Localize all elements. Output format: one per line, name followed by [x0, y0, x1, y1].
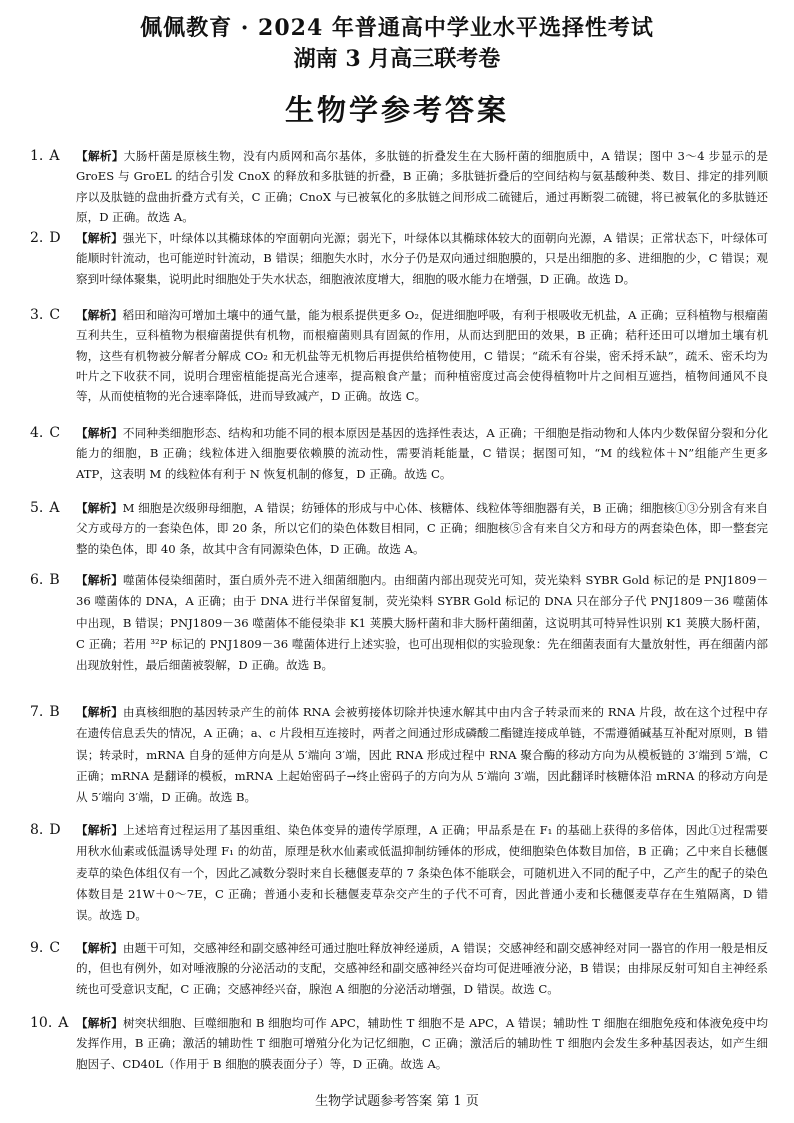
answer-letter: D: [49, 230, 61, 246]
page-footer: 生物学试题参考答案 第 1 页: [315, 1094, 479, 1109]
analysis-text: 不同种类细胞形态、结构和功能不同的根本原因是基因的选择性表达，A 正确；干细胞是指动物和人体内少数保留分裂和分化能力的细胞，B 正确；线粒体进入细胞要依赖膜的流动性，需要消耗能量，C 错误；据图可知，“M 的线粒体＋N”组能产生更多 ATP，这表明 M 的线粒体有利于 N 恢复机制的修复，D 正确。故选 C。: [76, 426, 768, 481]
answer-item-6: [30, 570, 768, 702]
analysis-text: 由题干可知，交感神经和副交感神经可通过胞吐释放神经递质，A 错误；交感神经和副交感神经对同一器官的作用一般是相反的，但也有例外，如对唾液腺的分泌活动的支配，交感神经和副交感神经兴奋均可促进唾液分泌，B 错误；由排尿反射可知自主神经系统也可受意识支配，C 正确；交感神经兴奋，腺泡 A 细胞的分泌活动增强，D 错误。故选 C。: [76, 941, 768, 996]
answer-letter: A: [49, 148, 60, 164]
answer-letter: D: [49, 822, 61, 838]
analysis-tag: 【解析】: [76, 501, 123, 515]
analysis-text: 噬菌体侵染细菌时，蛋白质外壳不进入细菌细胞内。由细菌内部出现荧光可知，荧光染料 SYBR Gold 标记的是 PNJ1809－36 噬菌体的 DNA，A 正确；由于 DNA 进行半保留复制，荧光染料 SYBR Gold 标记的 DNA 只在部分子代 PNJ1809－36 噬菌体中出现，B 错误；PNJ1809－36 噬菌体不能侵染非 K1 荚膜大肠杆菌和非大肠杆菌细菌，这说明其可特异性识别 K1 荚膜大肠杆菌，C 正确；若用 ³²P 标记的 PNJ1809－36 噬菌体进行上述实验，也可出现相似的实验现象：先在细菌表面有大量放射性，再在细菌内部出现放射性，最后细菌被裂解，D 正确。故选 B。: [76, 573, 768, 673]
question-number: 7.: [30, 704, 44, 720]
answer-item-9: [30, 938, 768, 1013]
question-number: 10.: [30, 1015, 53, 1031]
page-title: 生物学参考答案: [284, 93, 509, 127]
question-number: 6.: [30, 572, 44, 588]
analysis-text: 树突状细胞、巨噬细胞和 B 细胞均可作 APC，辅助性 T 细胞不是 APC，A 错误；辅助性 T 细胞在细胞免疫和体液免疫中均发挥作用，B 正确；激活的辅助性 T 细胞可增殖分化为记忆细胞，C 正确；激活后的辅助性 T 细胞内会发生多种基因表达，如产生细胞因子、CD40L（作用于 B 细胞的膜表面分子）等，D 正确。故选 A。: [76, 1016, 768, 1071]
answer-letter: C: [49, 307, 61, 323]
answer-letter: B: [49, 704, 60, 720]
answer-item-4: [30, 423, 768, 498]
exam-title-line1: 佩佩教育 · 2024 年普通高中学业水平选择性考试: [140, 15, 654, 41]
analysis-text: 由真核细胞的基因转录产生的前体 RNA 会被剪接体切除并快速水解其中由内含子转录而来的 RNA 片段，故在这个过程中存在遗传信息丢失的情况，A 正确；a、c 片段相互连接时，两者之间通过形成磷酸二酯键连接成单链，不需遵循碱基互补配对原则，B 错误；转录时，mRNA 自身的延伸方向是从 5′端向 3′端，因此 RNA 形成过程中 RNA 聚合酶的移动方向为从模板链的 3′端到 5′端，C 正确；mRNA 是翻译的模板，mRNA 上起始密码子→终止密码子的方向为从 5′端向 3′端，因此翻译时核糖体沿 mRNA 的移动方向是从 5′端向 3′端，D 正确。故选 B。: [76, 705, 768, 805]
answer-item-8: [30, 820, 768, 938]
analysis-tag: 【解析】: [76, 149, 124, 163]
answer-item-10: [30, 1013, 768, 1089]
answer-letter: C: [49, 425, 61, 441]
analysis-text: 上述培育过程运用了基因重组、染色体变异的遗传学原理，A 正确；甲品系是在 F₁ 的基础上获得的多倍体，因此①过程需要用秋水仙素或低温诱导处理 F₁ 的幼苗，原理是秋水仙素或低温抑制纺锤体的形成，使细胞染色体数目加倍，B 正确；乙中来自长穗偃麦草的染色体组仅有一个，因此乙减数分裂时来自长穗偃麦草的 7 条染色体不能联会，可随机进入不同的配子中，乙产生的配子的染色体数目是 21W＋0～7E，C 正确；普通小麦和长穗偃麦草杂交产生的子代不可育，因此普通小麦和长穗偃麦草存在生殖隔离，D 错误。故选 D。: [76, 823, 768, 923]
question-number: 8.: [30, 822, 44, 838]
question-number: 3.: [30, 307, 44, 323]
answer-item-2: [30, 228, 768, 305]
question-number: 2.: [30, 230, 44, 246]
analysis-tag: 【解析】: [76, 823, 124, 837]
answer-letter: A: [49, 500, 60, 516]
question-number: 5.: [30, 500, 44, 516]
analysis-text: 稻田和暗沟可增加土壤中的通气量，能为根系提供更多 O₂，促进细胞呼吸，有利于根吸收无机盐，A 正确；豆科植物与根瘤菌互利共生，豆科植物为根瘤菌提供有机物，而根瘤菌则具有固氮的作用，从而达到肥田的效果，B 正确；秸秆还田可以增加土壤有机物，这些有机物被分解者分解成 CO₂ 和无机盐等无机物后再提供给植物使用，C 错误；“疏禾有谷粜，密禾捋禾缺”，疏禾、密禾均为叶片之下收获不同，说明合理密植能提高光合速率，提高粮食产量；而种植密度过高会使得植物叶片之间相互遮挡，植物间通风不良等，从而使植物的光合速率降低，进而导致减产，D 正确。故选 C。: [76, 308, 768, 404]
answer-item-3: [30, 305, 768, 423]
answer-letter: C: [49, 940, 61, 956]
answer-item-1: [30, 146, 768, 228]
exam-title-line2: 湖南 3 月高三联考卷: [293, 46, 501, 72]
question-number: 9.: [30, 940, 44, 956]
question-number: 1.: [30, 148, 44, 164]
exam-header: [0, 14, 794, 73]
analysis-tag: 【解析】: [76, 1016, 123, 1030]
analysis-tag: 【解析】: [76, 705, 123, 719]
answer-item-5: [30, 498, 768, 570]
analysis-tag: 【解析】: [76, 573, 124, 587]
analysis-tag: 【解析】: [76, 426, 123, 440]
analysis-tag: 【解析】: [76, 941, 123, 955]
analysis-text: M 细胞是次级卵母细胞，A 错误；纺锤体的形成与中心体、核糖体、线粒体等细胞器有关，B 正确；细胞核①③分别含有来自父方或母方的一套染色体，即 20 条，所以它们的染色体数目相同，C 正确；细胞核⑤含有来自父方和母方的两套染色体，即一整套完整的染色体，即 40 条，故其中含有同源染色体，D 正确。故选 A。: [76, 501, 768, 556]
answer-letter: B: [49, 572, 60, 588]
answer-letter: A: [58, 1015, 69, 1031]
answer-list: [30, 146, 768, 1089]
question-number: 4.: [30, 425, 44, 441]
answer-item-7: [30, 702, 768, 820]
analysis-text: 大肠杆菌是原核生物，没有内质网和高尔基体，多肽链的折叠发生在大肠杆菌的细胞质中，A 错误；图中 3～4 步显示的是 GroES 与 GroEL 的结合引发 CnoX 的释放和多肽链的折叠，B 正确；多肽链折叠后的空间结构与氨基酸种类、数目、排定的排列顺序以及肽链的盘曲折叠方式有关，C 正确；CnoX 与已被氧化的多肽链之间形成二硫键后，通过再断裂二硫键，将已被氧化的多肽链还原，D 正确。故选 A。: [76, 149, 768, 225]
analysis-tag: 【解析】: [76, 308, 123, 322]
analysis-tag: 【解析】: [76, 231, 123, 245]
analysis-text: 强光下，叶绿体以其椭球体的窄面朝向光源；弱光下，叶绿体以其椭球体较大的面朝向光源，A 错误；正常状态下，叶绿体可能顺时针流动，也可能逆时针流动，B 错误；细胞失水时，水分子仍是双向通过细胞膜的，只是出细胞的多、进细胞的少，C 错误；观察到叶绿体聚集，说明此时细胞处于失水状态，细胞液浓度增大，细胞的吸水能力在增强，D 正确。故选 D。: [76, 231, 768, 286]
